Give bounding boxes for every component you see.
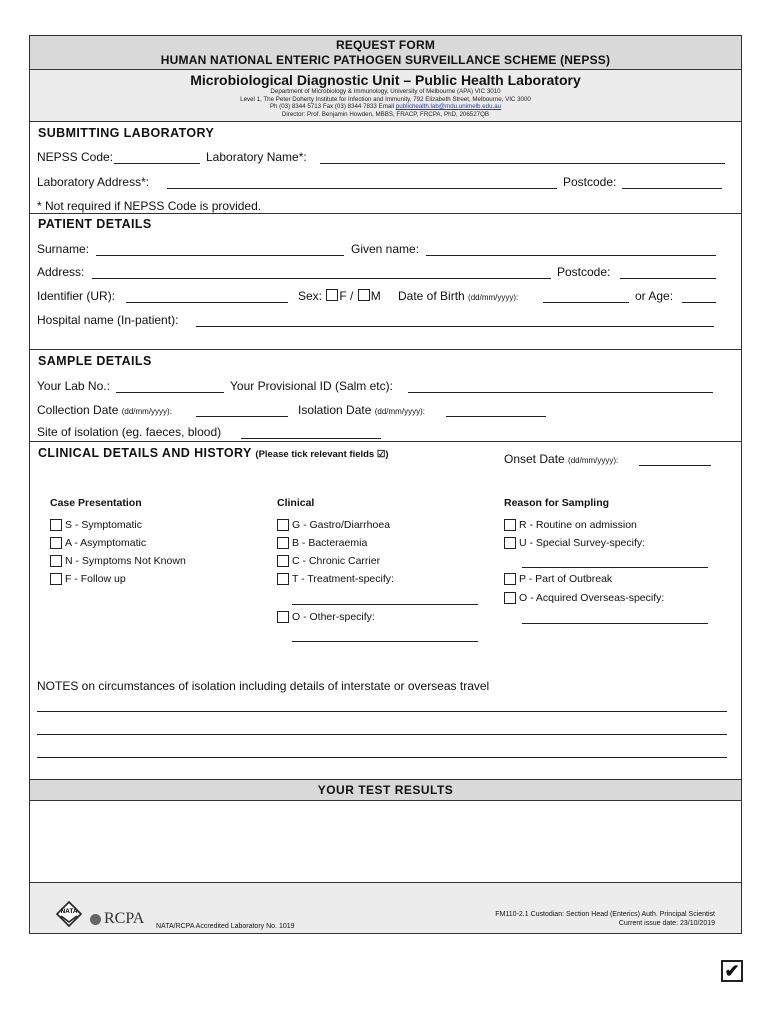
clinical-heading: CLINICAL DETAILS AND HISTORY	[38, 446, 252, 460]
dob-field[interactable]	[543, 302, 629, 303]
nata-logo-icon	[56, 901, 82, 927]
address-label: Address:	[37, 265, 85, 279]
divider	[30, 213, 741, 214]
clinical-option-o[interactable]	[277, 611, 375, 623]
lab-address-label: Laboratory Address*:	[37, 175, 150, 189]
sex-f-label: F /	[339, 289, 354, 303]
case-option-f[interactable]	[50, 573, 126, 585]
unit-name: Microbiological Diagnostic Unit – Public Health Laboratory	[190, 72, 581, 88]
rcpa-logo	[90, 910, 144, 928]
site-field[interactable]	[241, 438, 381, 439]
onset-date-field[interactable]	[639, 465, 711, 466]
option-label: S - Symptomatic	[65, 519, 143, 531]
checkbox[interactable]	[50, 519, 62, 531]
sex-m-checkbox[interactable]	[358, 289, 370, 301]
custodian-text: FM110-2.1 Custodian: Section Head (Enterics) Auth. Principal Scientist	[495, 911, 715, 918]
notes-line-3[interactable]	[37, 757, 727, 758]
contact-line	[30, 103, 741, 111]
identifier-field[interactable]	[126, 302, 288, 303]
checkbox[interactable]	[50, 555, 62, 567]
clinical-option-g[interactable]	[277, 519, 390, 531]
rcpa-logo-text: RCPA	[104, 910, 145, 927]
option-label: B - Bacteraemia	[292, 537, 368, 549]
treatment-specify-field[interactable]	[292, 604, 478, 605]
notes-line-2[interactable]	[37, 734, 727, 735]
surname-label: Surname:	[37, 242, 90, 256]
notes-line-1[interactable]	[37, 711, 727, 712]
checkbox[interactable]	[277, 573, 289, 585]
lab-name-field[interactable]	[320, 163, 725, 164]
option-label: N - Symptoms Not Known	[65, 555, 186, 567]
address-line-2: Level 1, The Peter Doherty Institute for Infection and Immunity, 792 Elizabeth Street, Melbourne, VIC 3000	[240, 95, 531, 103]
sex-label: Sex:	[298, 289, 323, 303]
option-label: R - Routine on admission	[519, 519, 637, 531]
dob-label: Date of Birth	[398, 289, 465, 303]
case-option-n[interactable]	[50, 555, 186, 567]
checkbox[interactable]	[277, 611, 289, 623]
divider	[30, 349, 741, 350]
sex-f-checkbox[interactable]	[326, 289, 338, 301]
collection-date-format: (dd/mm/yyyy):	[121, 407, 172, 416]
clinical-option-t[interactable]	[277, 573, 394, 585]
patient-heading: PATIENT DETAILS	[38, 217, 152, 231]
issue-date-text: Current issue date: 23/10/2019	[618, 920, 715, 927]
clinical-option-c[interactable]	[277, 555, 380, 567]
checkbox[interactable]	[277, 555, 289, 567]
sex-m-label: M	[370, 289, 381, 303]
option-label: F - Follow up	[65, 573, 126, 585]
identifier-label: Identifier (UR):	[37, 289, 116, 303]
rcpa-emblem-icon	[90, 914, 101, 925]
option-label: U - Special Survey-specify:	[519, 537, 646, 549]
reason-option-p[interactable]	[504, 573, 612, 585]
director-line: Director: Prof. Benjamin Howden, MBBS, FRACP, FRCPA, PhD, 206527QB	[281, 110, 490, 118]
lab-no-field[interactable]	[116, 392, 224, 393]
nepss-note: * Not required if NEPSS Code is provided.	[37, 199, 262, 213]
lab-address-field[interactable]	[167, 188, 557, 189]
checkbox[interactable]	[277, 537, 289, 549]
site-label: Site of isolation (eg. faeces, blood)	[37, 425, 222, 439]
sex-group	[298, 289, 381, 303]
isolation-date-field[interactable]	[446, 416, 546, 417]
given-name-field[interactable]	[426, 255, 716, 256]
scheme-title: HUMAN NATIONAL ENTERIC PATHOGEN SURVEILLANCE SCHEME (NEPSS)	[160, 53, 611, 67]
option-label: C - Chronic Carrier	[292, 555, 381, 567]
address-field[interactable]	[92, 278, 551, 279]
option-label: A - Asymptomatic	[65, 537, 147, 549]
checkmark-icon[interactable]: ✔	[721, 960, 743, 982]
form-title: REQUEST FORM	[335, 38, 436, 52]
onset-date-format: (dd/mm/yyyy):	[568, 456, 619, 465]
age-label: or Age:	[635, 289, 674, 303]
patient-postcode-label: Postcode:	[557, 265, 611, 279]
given-name-label: Given name:	[351, 242, 420, 256]
email-link[interactable]: publichealth.lab@mdu.unimelb.edu.au	[395, 103, 502, 110]
dob-label-group	[398, 289, 518, 303]
isolation-date-format: (dd/mm/yyyy):	[374, 407, 425, 416]
checkbox[interactable]	[277, 519, 289, 531]
option-label: O - Acquired Overseas-specify:	[519, 592, 665, 604]
onset-label-group	[504, 452, 618, 466]
checkbox[interactable]	[504, 592, 516, 604]
checkbox[interactable]	[504, 519, 516, 531]
option-label: G - Gastro/Diarrhoea	[292, 519, 391, 531]
dob-format: (dd/mm/yyyy):	[468, 293, 519, 302]
reason-option-r[interactable]	[504, 519, 637, 531]
lab-name-label: Laboratory Name*:	[206, 150, 307, 164]
option-label: O - Other-specify:	[292, 611, 375, 623]
prov-id-field[interactable]	[408, 392, 713, 393]
collection-date-field[interactable]	[196, 416, 288, 417]
results-heading: YOUR TEST RESULTS	[30, 779, 741, 801]
document-control	[495, 910, 715, 928]
checkbox[interactable]	[50, 573, 62, 585]
contact-phone-fax: Ph (03) 8344 5713 Fax (03) 8344 7833 Email	[269, 103, 395, 110]
hospital-label: Hospital name (In-patient):	[37, 313, 179, 327]
hospital-field[interactable]	[196, 326, 714, 327]
clinical-option-b[interactable]	[277, 537, 367, 549]
lab-header	[30, 70, 741, 122]
case-presentation-heading: Case Presentation	[50, 497, 142, 509]
reason-option-u[interactable]	[504, 537, 645, 549]
age-field[interactable]	[682, 302, 716, 303]
isolation-date-label: Isolation Date	[298, 403, 372, 417]
address-line-1: Department of Microbiology & Immunology, University of Melbourne (APA) VIC 3010	[270, 88, 501, 95]
prov-id-label: Your Provisional ID (Salm etc):	[230, 379, 393, 393]
collection-date-label: Collection Date	[37, 403, 119, 417]
nepss-code-label: NEPSS Code:	[37, 150, 114, 164]
checkbox[interactable]	[504, 537, 516, 549]
notes-label: NOTES on circumstances of isolation including details of interstate or overseas travel	[37, 679, 490, 693]
reason-option-o[interactable]	[504, 592, 664, 604]
divider	[30, 441, 741, 442]
isolation-label-group	[298, 403, 425, 417]
lab-postcode-label: Postcode:	[563, 175, 617, 189]
surname-field[interactable]	[96, 255, 344, 256]
reason-heading: Reason for Sampling	[504, 497, 610, 509]
checkbox[interactable]	[504, 573, 516, 585]
survey-specify-field[interactable]	[522, 567, 708, 568]
nepss-code-field[interactable]	[114, 163, 200, 164]
other-specify-field[interactable]	[292, 641, 478, 642]
accreditation-text: NATA/RCPA Accredited Laboratory No. 1019	[156, 923, 295, 930]
onset-date-label: Onset Date	[504, 452, 565, 466]
lab-no-label: Your Lab No.:	[37, 379, 110, 393]
lab-postcode-field[interactable]	[622, 188, 722, 189]
results-area[interactable]	[30, 801, 741, 882]
option-label: T - Treatment-specify:	[292, 573, 394, 585]
overseas-specify-field[interactable]	[522, 623, 708, 624]
option-label: P - Part of Outbreak	[519, 573, 613, 585]
clinical-note: (Please tick relevant fields ☑)	[255, 449, 389, 460]
case-option-a[interactable]	[50, 537, 146, 549]
form-title-band	[30, 36, 741, 70]
submitting-heading: SUBMITTING LABORATORY	[38, 126, 215, 140]
clinical-column-heading: Clinical	[277, 497, 315, 509]
case-option-s[interactable]	[50, 519, 142, 531]
sample-heading: SAMPLE DETAILS	[38, 354, 152, 368]
patient-postcode-field[interactable]	[620, 278, 716, 279]
checkbox[interactable]	[50, 537, 62, 549]
form-footer	[30, 882, 741, 933]
nata-logo-text: NATA	[60, 908, 78, 915]
request-form	[29, 35, 742, 934]
collection-label-group	[37, 403, 172, 417]
clinical-heading-group	[38, 446, 389, 460]
